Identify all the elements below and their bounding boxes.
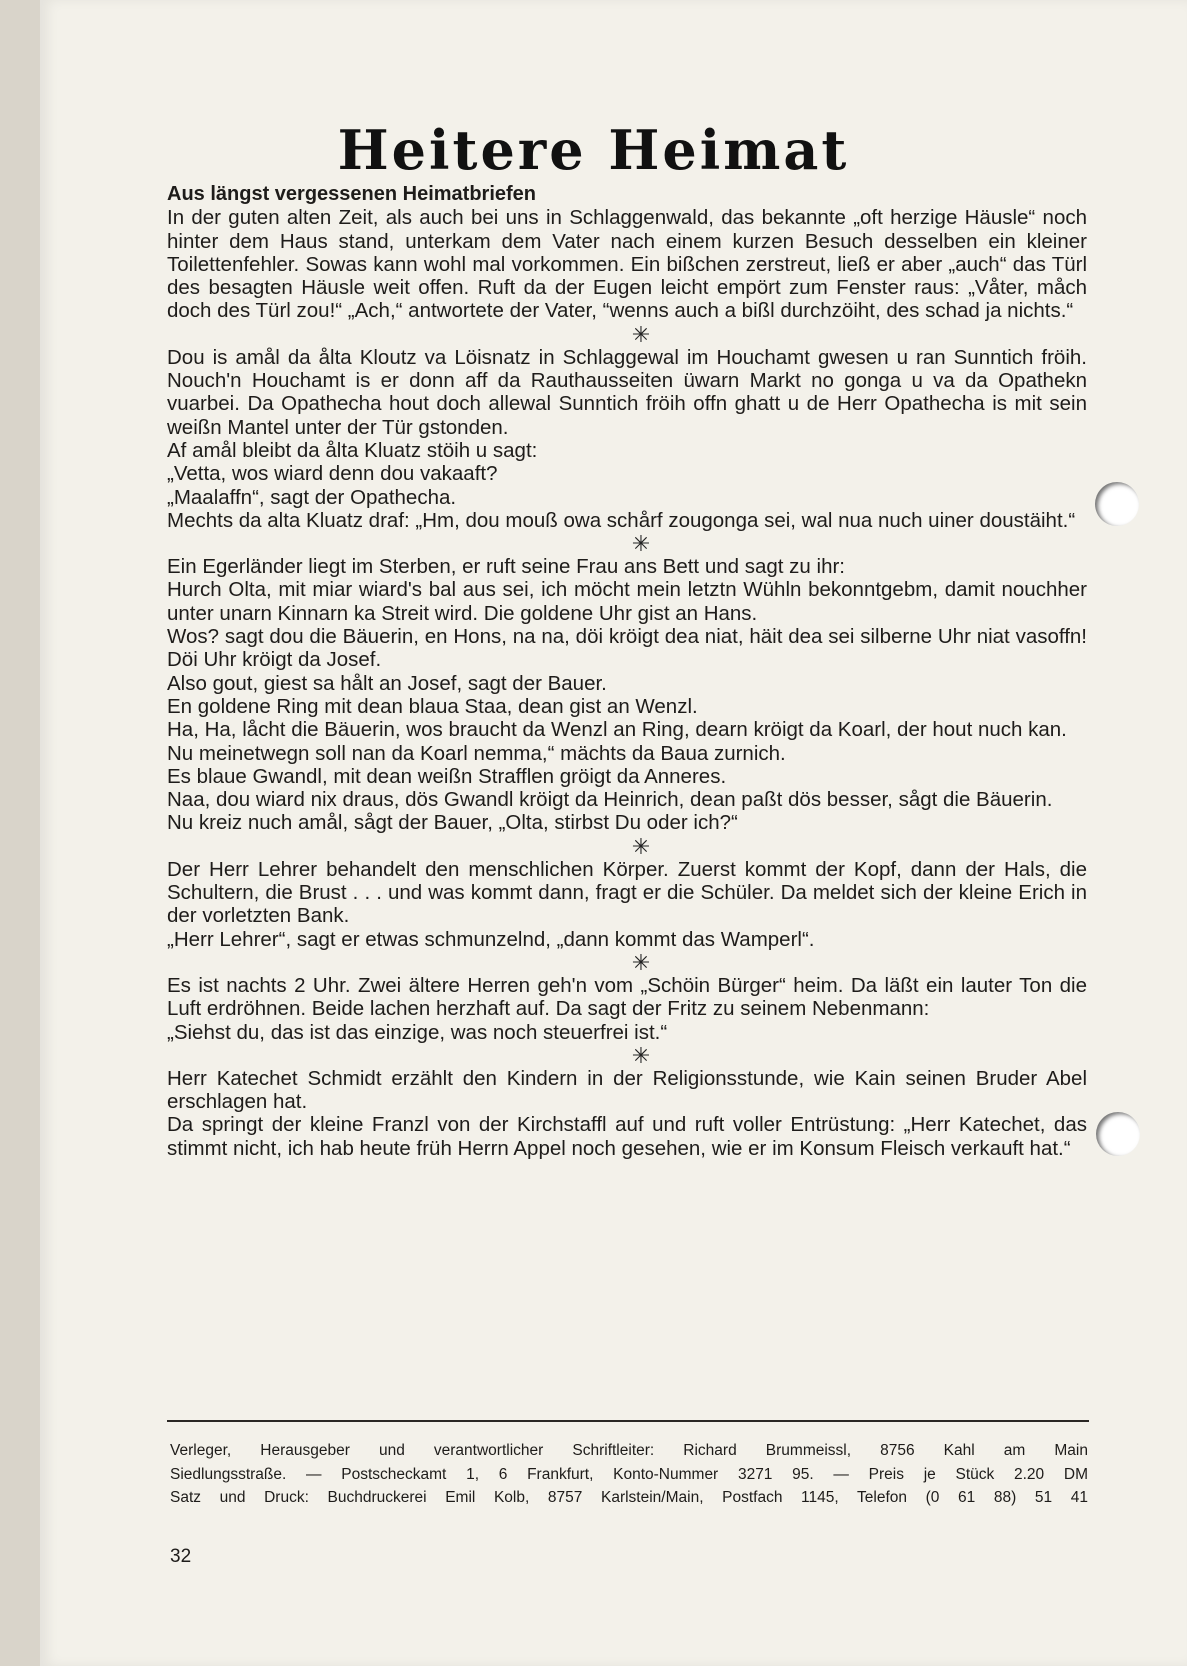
asterisk-separator-icon: ✳	[631, 531, 651, 557]
story-paragraph: Herr Katechet Schmidt erzählt den Kindern in der Religionsstunde, wie Kain seinen Bruder Abel erschlagen hat.	[167, 1066, 1087, 1114]
story-paragraph: „Maalaffn“, sagt der Opathecha.	[167, 485, 457, 509]
asterisk-separator-icon: ✳	[631, 321, 651, 347]
story-paragraph: Dou is amål da ålta Kloutz va Löisnatz in Schlaggewal im Houchamt gwesen u ran Sunntich fröih. Nouch'n Houchamt is er donn aff da Rauthausseiten üwarn Markt no gonga u va da Opathekn vuarbei. Da Opathecha hout doch allewal Sunntich fröih offn ghatt u de Herr Opathecha is mit sein weißn Mantel unter der Tür gstonden.	[167, 345, 1087, 439]
story-separator	[175, 835, 1087, 858]
story-paragraph: Ein Egerländer liegt im Sterben, er ruft seine Frau ans Bett und sagt zu ihr:	[167, 555, 845, 579]
story-paragraph: Af amål bleibt da ålta Kluatz stöih u sagt:	[167, 438, 538, 462]
story-paragraph: En goldene Ring mit dean blaua Staa, dean gist an Wenzl.	[167, 694, 698, 718]
imprint-line: Verleger, Herausgeber und verantwortlicher Schriftleiter: Richard Brummeissl, 8756 Kahl am Main	[170, 1442, 1088, 1459]
story-paragraph: „Herr Lehrer“, sagt er etwas schmunzelnd, „dann kommt das Wamperl“.	[167, 927, 815, 951]
asterisk-separator-icon: ✳	[631, 1042, 651, 1068]
story	[167, 1067, 1087, 1160]
story-paragraph: Hurch Olta, mit miar wiard's bal aus sei, ich möcht mein letztn Wühln bekonntgebm, damit nouchher unter unarn Kinnarn ka Streit wird. Die goldene Uhr gist an Hans.	[167, 578, 1087, 625]
story-separator	[175, 1044, 1087, 1067]
page-number: 32	[170, 1546, 192, 1567]
story-paragraph: In der guten alten Zeit, als auch bei uns in Schlaggenwald, das bekannte „oft herzige Häusle“ noch hinter dem Haus stand, unterkam dem Vater nach einem kurzen Besuch desselben ein kleiner Toilettenfehler. Sowas kann wohl mal vorkommen. Ein bißchen zerstreut, ließ er aber „auch“ das Türl des besagten Häusle weit offen. Ruft da der Eugen leicht empört zum Fenster raus: „Våter, måch doch des Türl zou!“ „Ach,“ antwortete der Vater, “wenns auch a bißl durchzöiht, des schad ja nichts.“	[167, 206, 1087, 323]
story-paragraph: Ha, Ha, låcht die Bäuerin, wos braucht da Wenzl an Ring, dearn kröigt da Koarl, der hout nuch kan.	[167, 718, 1067, 742]
story-list	[167, 206, 1087, 1160]
article-body	[167, 183, 1087, 1160]
story-separator	[175, 532, 1087, 555]
story-paragraph: Wos? sagt dou die Bäuerin, en Hons, na na, döi kröigt dea niat, häit dea sei silberne Uhr niat vasoffn! Döi Uhr kröigt da Josef.	[167, 625, 1087, 672]
story	[167, 555, 1087, 835]
story	[167, 858, 1087, 951]
story-paragraph: Es blaue Gwandl, mit dean weißn Strafflen gröigt da Anneres.	[167, 764, 727, 788]
story-separator	[175, 323, 1087, 346]
imprint-line: Siedlungsstraße. — Postscheckamt 1, 6 Frankfurt, Konto-Nummer 3271 95. — Preis je Stück 2.20 DM	[170, 1465, 1088, 1483]
imprint	[170, 1439, 1088, 1510]
imprint-line: Satz und Druck: Buchdruckerei Emil Kolb, 8757 Karlstein/Main, Postfach 1145, Telefon (0 61 88) 51 41	[170, 1489, 1088, 1506]
story-paragraph: Da springt der kleine Franzl von der Kirchstaffl auf und ruft voller Entrüstung: „Herr Katechet, das stimmt nicht, ich hab heute früh Herrn Appel noch gesehen, wie er im Konsum Fleisch verkauft hat.“	[167, 1113, 1087, 1160]
story-separator	[175, 951, 1087, 974]
story-paragraph: Also gout, giest sa hålt an Josef, sagt der Bauer.	[167, 671, 607, 695]
asterisk-separator-icon: ✳	[631, 949, 651, 975]
story-paragraph: Naa, dou wiard nix draus, dös Gwandl kröigt da Heinrich, dean paßt dös besser, sågt die Bäuerin.	[167, 788, 1053, 812]
story	[167, 974, 1087, 1044]
story-paragraph: Mechts da alta Kluatz draf: „Hm, dou mouß owa schårf zougonga sei, wal nua nuch uiner doustäiht.“	[167, 508, 1076, 532]
story-paragraph: Es ist nachts 2 Uhr. Zwei ältere Herren geh'n vom „Schöin Bürger“ heim. Da läßt ein lauter Ton die Luft erdröhnen. Beide lachen herzhaft auf. Da sagt der Fritz zu seinem Nebenmann:	[167, 973, 1087, 1021]
story-paragraph: Nu kreiz nuch amål, sågt der Bauer, „Olta, stirbst Du oder ich?“	[167, 811, 738, 835]
article-subtitle: Aus längst vergessenen Heimatbriefen	[167, 183, 537, 205]
story-paragraph: Nu meinetwegn soll nan da Koarl nemma,“ mächts da Baua zurnich.	[167, 741, 786, 765]
page-title: Heitere Heimat	[337, 118, 850, 182]
footer-rule	[167, 1420, 1089, 1422]
story-paragraph: „Siehst du, das ist das einzige, was noch steuerfrei ist.“	[167, 1020, 668, 1044]
punch-hole	[1096, 1112, 1140, 1156]
punch-hole	[1095, 482, 1139, 526]
story-paragraph: „Vetta, wos wiard denn dou vakaaft?	[167, 462, 498, 486]
asterisk-separator-icon: ✳	[631, 833, 651, 859]
story	[167, 346, 1087, 532]
story-paragraph: Der Herr Lehrer behandelt den menschlichen Körper. Zuerst kommt der Kopf, dann der Hals, die Schultern, die Brust . . . und was kommt dann, fragt er die Schüler. Da meldet sich der kleine Erich in der vorletzten Bank.	[167, 857, 1087, 928]
story	[167, 206, 1087, 322]
